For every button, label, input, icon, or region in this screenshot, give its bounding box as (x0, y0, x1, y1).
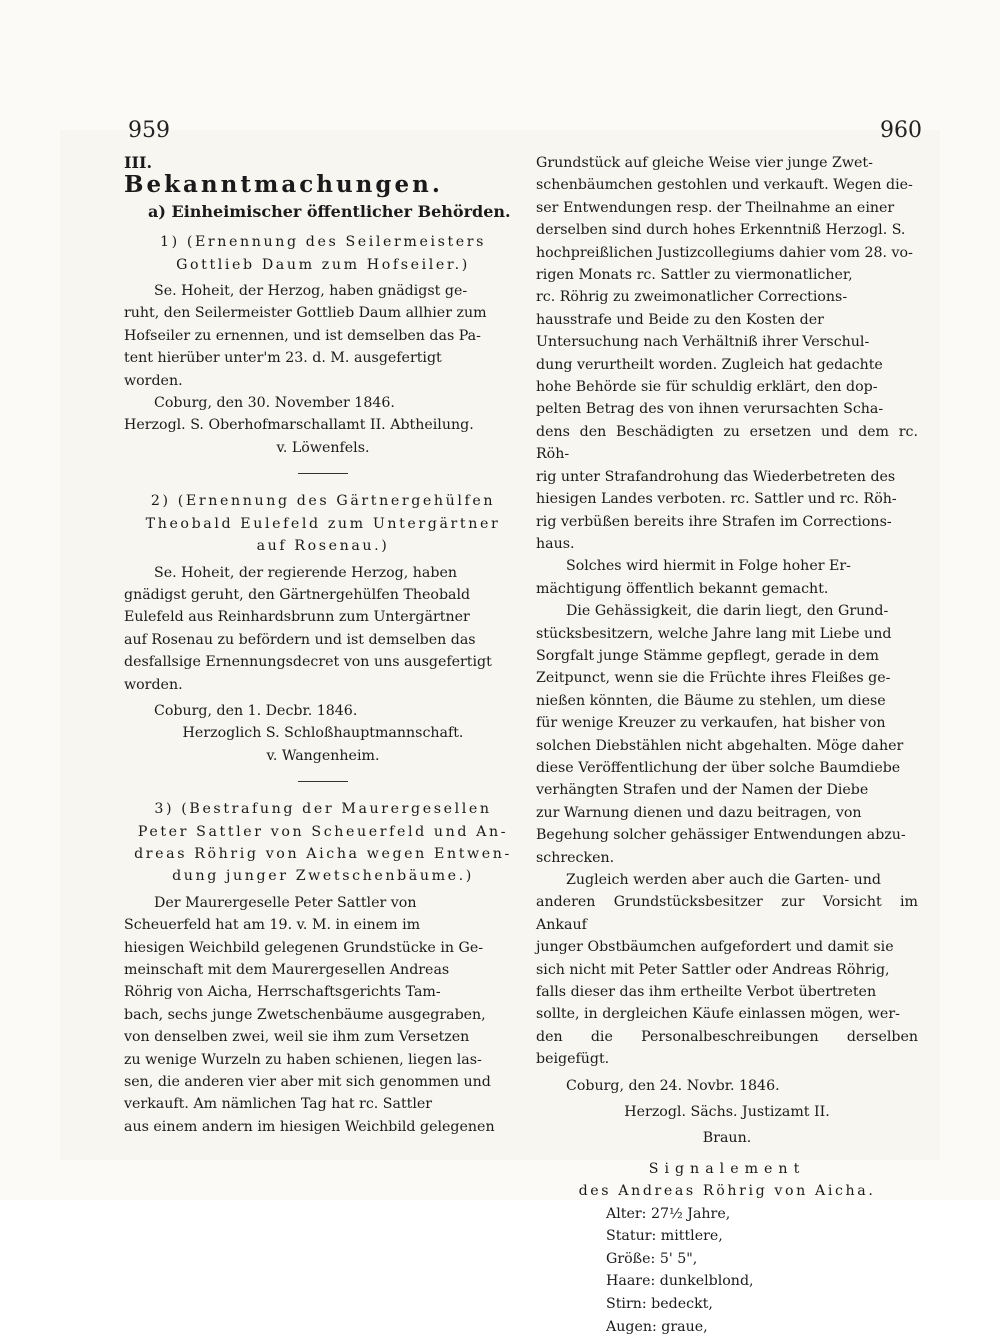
signalement-entry: Alter: 27½ Jahre, (606, 1205, 731, 1222)
body-line: sich nicht mit Peter Sattler oder Andreas Röhrig, (536, 961, 890, 978)
signalement-list (606, 1203, 918, 1338)
announcement-title-line: Gottlieb Daum zum Hofseiler.) (176, 256, 470, 273)
signature: v. Wangenheim. (266, 747, 380, 764)
signalement-subtitle: des Andreas Röhrig von Aicha. (578, 1183, 876, 1200)
issuing-authority: Herzogl. S. Oberhofmarschallamt II. Abtheilung. (124, 417, 474, 434)
issuing-authority: Herzogl. Sächs. Justizamt II. (624, 1104, 830, 1121)
body-line: Solches wird hiermit in Folge hoher Er- (566, 558, 851, 575)
body-line: worden. (124, 676, 183, 693)
announcement-title-line: 1) (Ernennung des Seilermeisters (159, 234, 487, 251)
place-date: Coburg, den 30. November 1846. (154, 395, 395, 412)
signalement-entry: Größe: 5' 5", (606, 1250, 698, 1267)
paragraph-4 (536, 869, 918, 1071)
body-line: Sorgfalt junge Stämme gepflegt, gerade in dem (536, 647, 879, 664)
body-line: für wenige Kreuzer zu verkaufen, hat bisher von (536, 715, 886, 732)
issuing-authority: Herzoglich S. Schloßhauptmannschaft. (182, 725, 464, 742)
announcement-3 (124, 798, 522, 1138)
body-line: Eulefeld aus Reinhardsbrunn zum Untergärtner (124, 609, 470, 626)
body-line: rig verbüßen bereits ihre Strafen im Corrections- (536, 513, 892, 530)
section-subheading: a) Einheimischer öffentlicher Behörden. (148, 201, 511, 221)
body-line: ser Entwendungen resp. der Theilnahme an einer (536, 199, 895, 216)
body-line: Scheuerfeld hat am 19. v. M. in einem im (124, 917, 421, 934)
right-page-number: 960 (880, 118, 922, 143)
body-line: haus. (536, 535, 575, 552)
announcement-title-line: dreas Röhrig von Aicha wegen Entwen- (134, 845, 512, 862)
body-line: stücksbesitzern, welche Jahre lang mit Liebe und (536, 625, 892, 642)
paragraph-1 (536, 152, 918, 555)
body-line: hiesigen Weichbild gelegenen Grundstücke in Ge- (124, 939, 484, 956)
body-line: derselben sind durch hohes Erkenntniß Herzogl. S. (536, 222, 906, 239)
body-line: zur Warnung dienen und dazu beitragen, von (536, 804, 862, 821)
body-line: meinschaft mit dem Maurergesellen Andreas (124, 962, 450, 978)
body-line: hohe Behörde sie für schuldig erklärt, den dop- (536, 379, 878, 396)
body-line: Zugleich werden aber auch die Garten- und (566, 872, 881, 888)
body-line: zu wenige Wurzeln zu haben schienen, liegen las- (124, 1051, 482, 1068)
paragraph-3 (536, 600, 918, 869)
announcement-1 (124, 231, 522, 459)
place-date: Coburg, den 24. Novbr. 1846. (566, 1077, 780, 1094)
place-date: Coburg, den 1. Decbr. 1846. (154, 702, 358, 719)
body-line: dung verurtheilt worden. Zugleich hat gedachte (536, 356, 883, 373)
body-line: verhängten Strafen und der Namen der Diebe (536, 782, 869, 799)
body-line: desfallsige Ernennungsdecret von uns ausgefertigt (124, 654, 492, 671)
body-line: worden. (124, 372, 183, 389)
announcement-title-line: dung junger Zwetschenbäume.) (172, 868, 474, 885)
announcement-title-line: Theobald Eulefeld zum Untergärtner (145, 515, 501, 532)
body-line: anderen Grundstücksbesitzer zur Vorsicht im Ankauf (536, 894, 918, 933)
signature: v. Löwenfels. (276, 439, 370, 456)
body-line: ruht, den Seilermeister Gottlieb Daum allhier zum (124, 305, 487, 322)
body-line: hausstrafe und Beide zu den Kosten der (536, 311, 824, 328)
body-line: Se. Hoheit, der regierende Herzog, haben (154, 564, 457, 581)
paragraph-2 (536, 555, 918, 600)
body-line: von denselben zwei, weil sie ihm zum Versetzen (124, 1029, 470, 1046)
body-line: Der Maurergeselle Peter Sattler von (154, 894, 417, 911)
announcement-title-line: Peter Sattler von Scheuerfeld und An- (137, 823, 509, 840)
body-line: Röhrig von Aicha, Herrschaftsgerichts Tam- (124, 984, 441, 1001)
body-line: aus einem andern im hiesigen Weichbild gelegenen (124, 1118, 495, 1135)
left-column (124, 152, 522, 1138)
separator-rule (298, 473, 348, 474)
section-number: III. (124, 153, 153, 172)
body-line: hiesigen Landes verboten. rc. Sattler und rc. Röh- (536, 491, 897, 508)
signalement-entry: Haare: dunkelblond, (606, 1273, 754, 1290)
announcement-title-line: 3) (Bestrafung der Maurergesellen (154, 801, 492, 818)
signature: Braun. (702, 1130, 752, 1147)
signalement-entry: Stirn: bedeckt, (606, 1296, 713, 1313)
body-line: Zeitpunct, wenn sie die Früchte ihres Fleißes ge- (536, 670, 891, 687)
body-line: Untersuchung nach Verhältniß ihrer Verschul- (536, 334, 870, 351)
body-line: Die Gehässigkeit, die darin liegt, den Grund- (566, 603, 889, 620)
body-line: auf Rosenau zu befördern und ist demselben das (124, 631, 476, 648)
body-line: diese Veröffentlichung der über solche Baumdiebe (536, 759, 901, 776)
body-line: Begehung solcher gehässiger Entwendungen abzu- (536, 827, 906, 844)
body-line: mächtigung öffentlich bekannt gemacht. (536, 580, 829, 597)
left-page-number: 959 (128, 118, 170, 143)
body-line: rigen Monats rc. Sattler zu viermonatlicher, (536, 267, 853, 284)
announcement-title-line: 2) (Ernennung des Gärtnergehülfen (150, 493, 496, 510)
body-line: schenbäumchen gestohlen und verkauft. Wegen die- (536, 177, 913, 194)
body-line: rig unter Strafandrohung das Wiederbetreten des (536, 468, 896, 485)
body-line: sen, die anderen vier aber mit sich genommen und (124, 1074, 491, 1091)
body-line: hochpreißlichen Justizcollegiums dahier vom 28. vo- (536, 244, 913, 261)
body-line: gnädigst geruht, den Gärtnergehülfen Theobald (124, 586, 471, 603)
body-line: pelten Betrag des von ihnen verursachten Scha- (536, 401, 884, 418)
body-line: Grundstück auf gleiche Weise vier junge Zwet- (536, 155, 873, 171)
body-line: bach, sechs junge Zwetschenbäume ausgegraben, (124, 1006, 486, 1023)
separator-rule (298, 781, 348, 782)
body-line: solchen Diebstählen nicht abgehalten. Möge daher (536, 737, 904, 754)
announcement-title-line: auf Rosenau.) (256, 538, 390, 555)
body-line: Se. Hoheit, der Herzog, haben gnädigst ge- (154, 283, 468, 300)
body-line: nießen könnten, die Bäume zu stehlen, um diese (536, 692, 886, 709)
body-line: dens den Beschädigten zu ersetzen und dem rc. Röh- (536, 423, 918, 463)
body-line: junger Obstbäumchen aufgefordert und damit sie (536, 939, 894, 956)
signalement-entry: Augen: graue, (606, 1318, 708, 1335)
body-line: tent hierüber unter'm 23. d. M. ausgefertigt (124, 350, 442, 367)
signalement-entry: Statur: mittlere, (606, 1228, 723, 1245)
body-line: Hofseiler zu ernennen, und ist demselben das Pa- (124, 327, 481, 344)
body-line: verkauft. Am nämlichen Tag hat rc. Sattler (124, 1096, 433, 1113)
body-line: den die Personalbeschreibungen derselben beigefügt. (536, 1028, 918, 1068)
announcement-2 (124, 490, 522, 767)
body-line: sollte, in dergleichen Käufe einlassen mögen, wer- (536, 1006, 900, 1023)
signalement-title: Signalement (648, 1160, 806, 1177)
body-line: schrecken. (536, 849, 615, 866)
section-heading: Bekanntmachungen. (124, 171, 443, 199)
right-column (536, 152, 918, 1338)
body-line: rc. Röhrig zu zweimonatlicher Corrections- (536, 289, 848, 306)
body-line: falls dieser das ihm ertheilte Verbot übertreten (536, 984, 877, 1001)
